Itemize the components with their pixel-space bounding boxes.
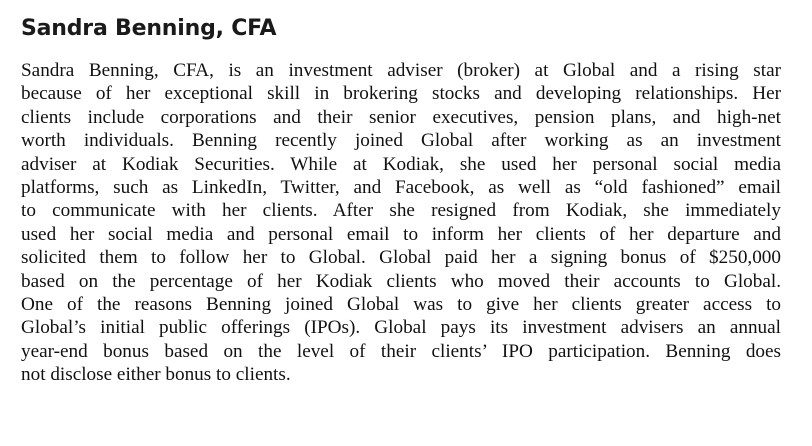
paragraph-line: Global’s initial public offerings (IPOs). Global pays its investment advisers an annual xyxy=(21,317,781,339)
paragraph-line: used her social media and personal email to inform her clients of her departure and xyxy=(21,223,781,245)
paragraph-line: based on the percentage of her Kodiak clients who moved their accounts to Global. xyxy=(21,270,781,292)
case-paragraph xyxy=(21,59,781,387)
section-heading: Sandra Benning, CFA xyxy=(21,16,277,41)
paragraph-line: because of her exceptional skill in brokering stocks and developing relationships. Her xyxy=(21,83,781,105)
paragraph-line: platforms, such as LinkedIn, Twitter, and Facebook, as well as “old fashioned” email xyxy=(21,177,781,199)
paragraph-line: solicited them to follow her to Global. Global paid her a signing bonus of $250,000 xyxy=(21,247,781,269)
paragraph-line: year-end bonus based on the level of their clients’ IPO participation. Benning does xyxy=(21,340,781,362)
paragraph-line: clients include corporations and their senior executives, pension plans, and high-net xyxy=(21,106,781,128)
paragraph-line: adviser at Kodiak Securities. While at Kodiak, she used her personal social media xyxy=(21,153,781,175)
paragraph-line: One of the reasons Benning joined Global was to give her clients greater access to xyxy=(21,294,781,316)
paragraph-line: not disclose either bonus to clients. xyxy=(21,364,291,386)
paragraph-line: Sandra Benning, CFA, is an investment adviser (broker) at Global and a rising star xyxy=(21,60,781,81)
document xyxy=(21,14,781,387)
paragraph-line: worth individuals. Benning recently joined Global after working as an investment xyxy=(21,130,781,152)
paragraph-line: to communicate with her clients. After she resigned from Kodiak, she immediately xyxy=(21,200,781,222)
